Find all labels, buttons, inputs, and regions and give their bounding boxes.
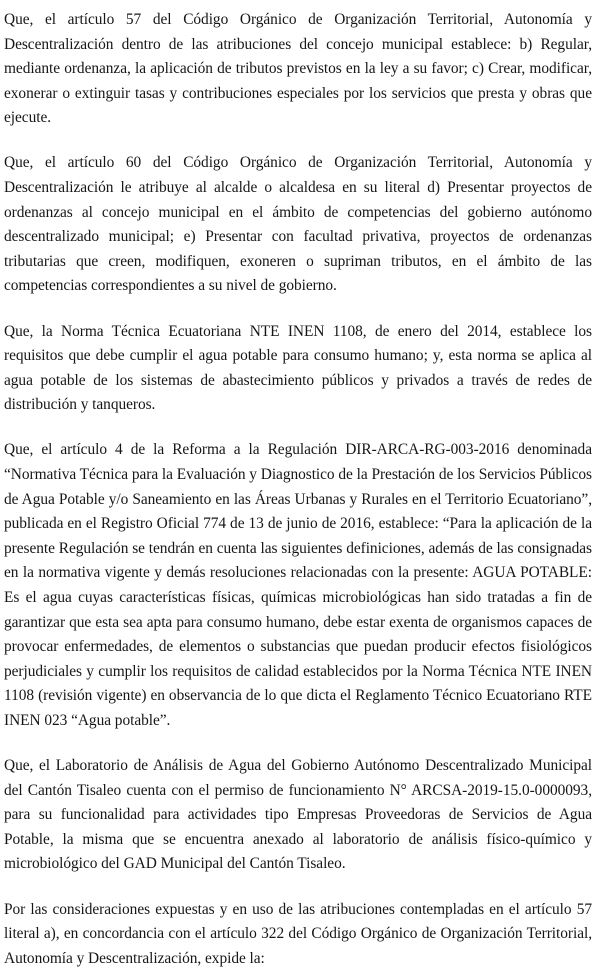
- paragraph-regulacion-arca: Que, el artículo 4 de la Reforma a la Regulación DIR-ARCA-RG-003-2016 denominada “Normativa Técnica para la Evaluación y Diagnostico de la Prestación de los Servicios Públicos de Agua Potable y/o Saneamiento en las Áreas Urbanas y Rurales en el Territorio Ecuatoriano”, publicada en el Registro Oficial 774 de 13 de junio de 2016, establece: “Para la aplicación de la presente Regulación se tendrán en cuenta las siguientes definiciones, además de las consignadas en la normativa vigente y demás resoluciones relacionadas con la presente: AGUA POTABLE: Es el agua cuyas características físicas, químicas microbiológicas han sido tratadas a fin de garantizar que esta sea apta para consumo humano, debe estar exenta de organismos capaces de provocar enfermedades, de elementos o substancias que puedan producir efectos fisiológicos perjudiciales y cumplir los requisitos de calidad establecidos por la Norma Técnica NTE INEN 1108 (revisión vigente) en observancia de lo que dicta el Reglamento Técnico Ecuatoriano RTE INEN 023 “Agua potable”.: [4, 438, 592, 733]
- paragraph-article-60: Que, el artículo 60 del Código Orgánico de Organización Territorial, Autonomía y Descentralización le atribuye al alcalde o alcaldesa en su literal d) Presentar proyectos de ordenanzas al concejo municipal en el ámbito de competencias del gobierno autónomo descentralizado municipal; e) Presentar con facultad privativa, proyectos de ordenanzas tributarias que creen, modifiquen, exoneren o supriman tributos, en el ámbito de las competencias correspondientes a su nivel de gobierno.: [4, 151, 592, 299]
- paragraph-consideraciones: Por las consideraciones expuestas y en uso de las atribuciones contempladas en el artículo 57 literal a), en concordancia con el artículo 322 del Código Orgánico de Organización Territorial, Autonomía y Descentralización, expide la:: [4, 898, 592, 971]
- paragraph-laboratorio: Que, el Laboratorio de Análisis de Agua del Gobierno Autónomo Descentralizado Municipal del Cantón Tisaleo cuenta con el permiso de funcionamiento N° ARCSA-2019-15.0-0000093, para su funcionalidad para actividades tipo Empresas Proveedoras de Servicios de Agua Potable, la misma que se encuentra anexado al laboratorio de análisis físico-químico y microbiológico del GAD Municipal del Cantón Tisaleo.: [4, 754, 592, 877]
- paragraph-nte-inen-1108: Que, la Norma Técnica Ecuatoriana NTE INEN 1108, de enero del 2014, establece los requisitos que debe cumplir el agua potable para consumo humano; y, esta norma se aplica al agua potable de los sistemas de abastecimiento públicos y privados a través de redes de distribución y tanqueros.: [4, 320, 592, 418]
- paragraph-article-57: Que, el artículo 57 del Código Orgánico de Organización Territorial, Autonomía y Descentralización dentro de las atribuciones del concejo municipal establece: b) Regular, mediante ordenanza, la aplicación de tributos previstos en la ley a su favor; c) Crear, modificar, exonerar o extinguir tasas y contribuciones especiales por los servicios que presta y obras que ejecute.: [4, 8, 592, 131]
